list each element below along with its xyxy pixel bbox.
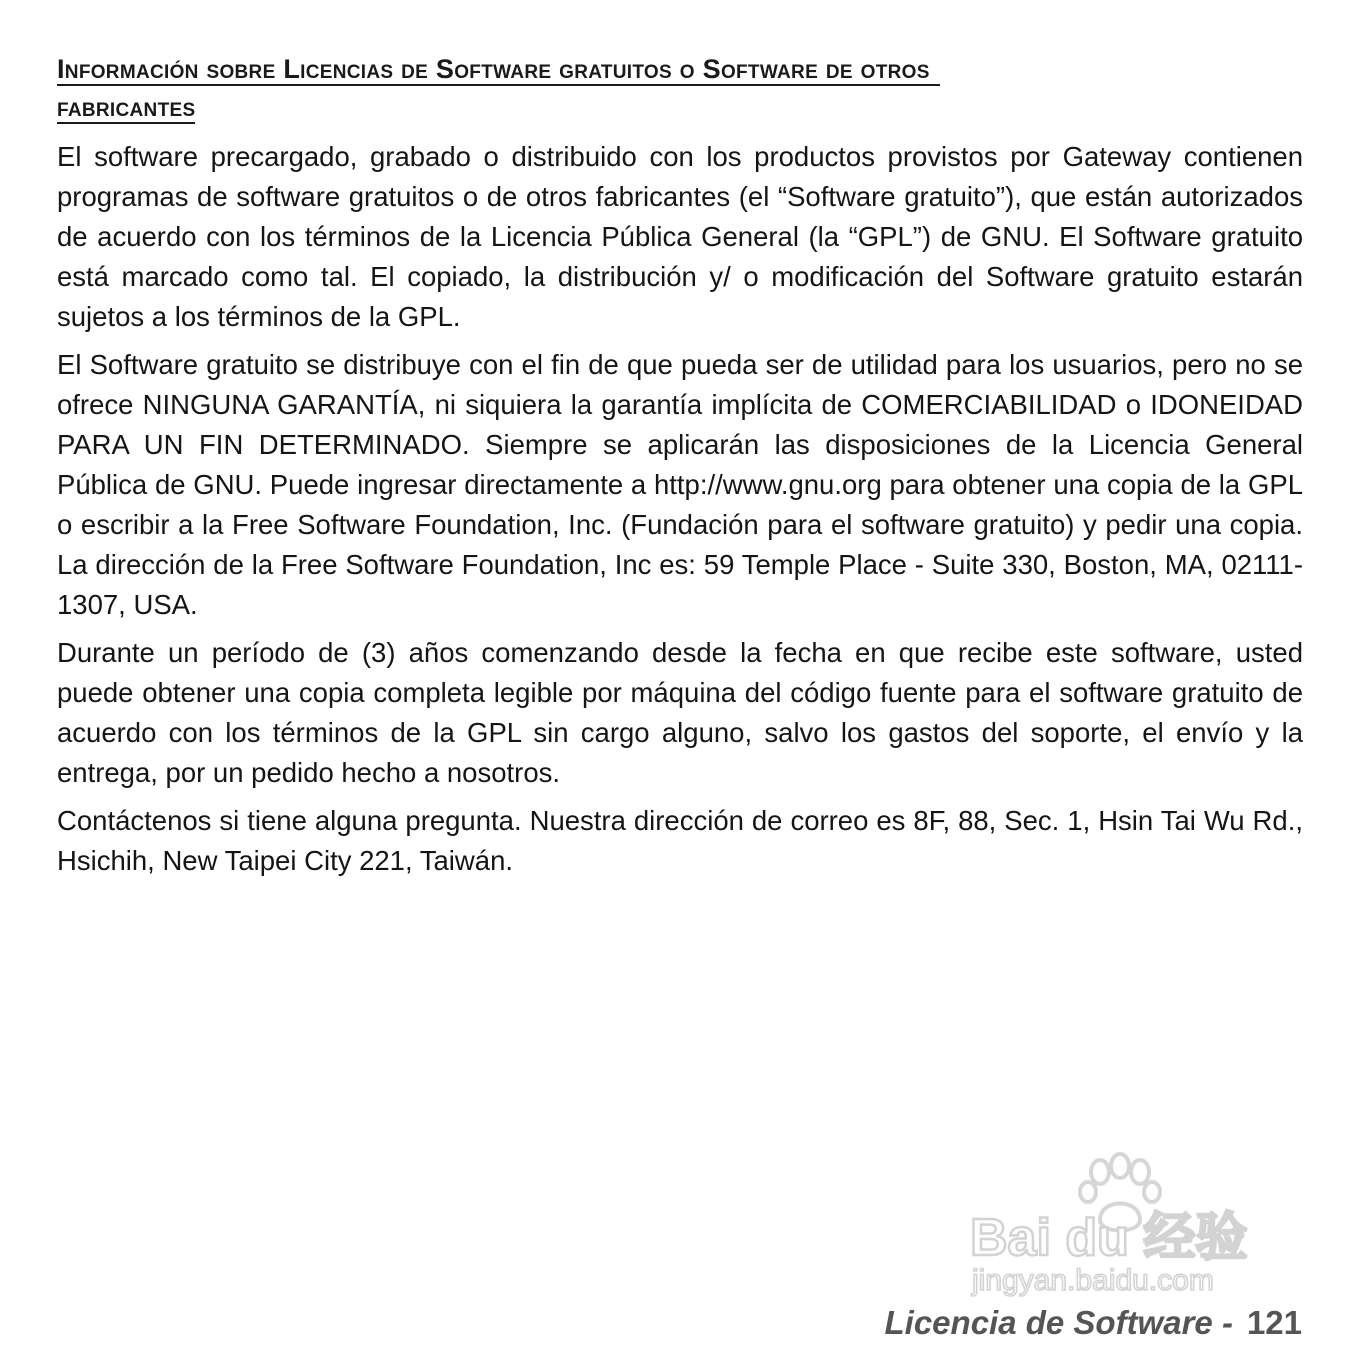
paragraph-license-intro: El software precargado, grabado o distribuido con los productos provistos por Gateway contienen programas de software gratuitos o de otros fabricantes (el “Software gratuito”), que están autorizados de acuerdo con los términos de la Licencia Pública General (la “GPL”) de GNU. El Software gratuito está marcado como tal. El copiado, la distribución y/ o modificación del Software gratuito estarán sujetos a los términos de la GPL.	[57, 141, 1303, 332]
page-footer	[885, 1304, 1303, 1342]
page-number: 121	[1246, 1304, 1302, 1341]
watermark-brand: Bai du 经验	[970, 1209, 1248, 1267]
paragraph-contact: Contáctenos si tiene alguna pregunta. Nuestra dirección de correo es 8F, 88, Sec. 1, Hsin Tai Wu Rd., Hsichih, New Taipei City 221, Taiwán.	[57, 805, 1303, 876]
paragraph-warranty: El Software gratuito se distribuye con el fin de que pueda ser de utilidad para los usuarios, pero no se ofrece NINGUNA GARANTÍA, ni siquiera la garantía implícita de COMERCIABILIDAD o IDONEIDAD PARA UN FIN DETERMINADO. Siempre se aplicarán las disposiciones de la Licencia General Pública de GNU. Puede ingresar directamente a http://www.gnu.org para obtener una copia de la GPL o escribir a la Free Software Foundation, Inc. (Fundación para el software gratuito) y pedir una copia. La dirección de la Free Software Foundation, Inc es: 59 Temple Place - Suite 330, Boston, MA, 02111-1307, USA.	[57, 349, 1303, 620]
document-page	[57, 50, 1303, 881]
section-heading	[57, 50, 940, 127]
section-heading-line-1: Información sobre Licencias de Software gratuitos o Software de otros	[57, 54, 940, 86]
paragraph-source-code: Durante un período de (3) años comenzando desde la fecha en que recibe este software, usted puede obtener una copia completa legible por máquina del código fuente para el software gratuito de acuerdo con los términos de la GPL sin cargo alguno, salvo los gastos del soporte, el envío y la entrega, por un pedido hecho a nosotros.	[57, 637, 1303, 788]
watermark-url: jingyan.baidu.com	[972, 1264, 1214, 1297]
baidu-jingyan-watermark	[960, 1150, 1280, 1300]
section-heading-line-2: fabricantes	[57, 92, 196, 122]
footer-section-title: Licencia de Software -	[884, 1304, 1233, 1341]
